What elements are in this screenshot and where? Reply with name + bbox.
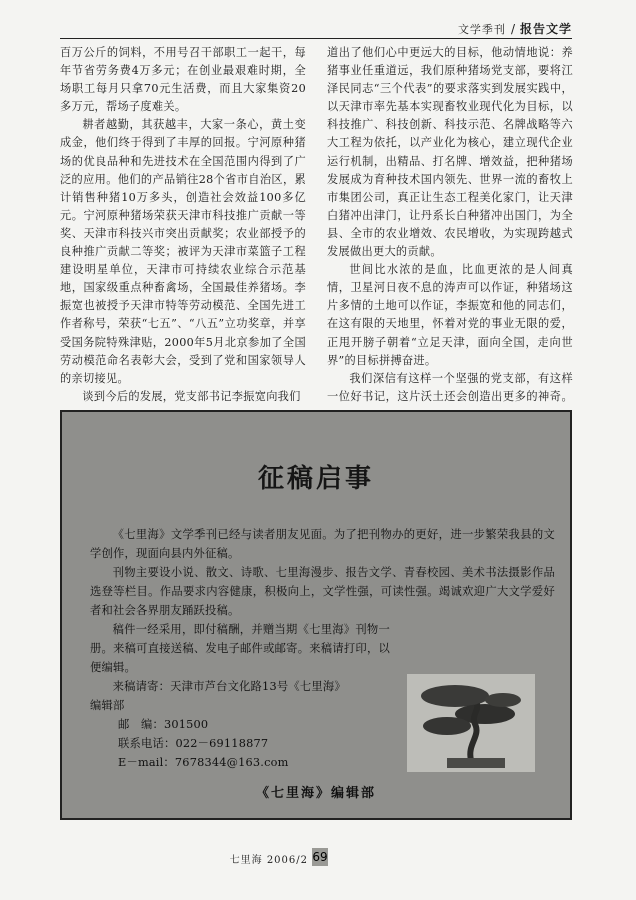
notice-signature: 《七里海》编辑部	[255, 786, 376, 801]
postcode-line: 邮 编：301500	[118, 718, 209, 731]
page-number: 69	[312, 850, 328, 864]
article-paragraph: 道出了他们心中更远大的目标，他动情地说：养猪事业任重道远，我们原种猪场党支部，要将江泽民同志“三个代表”的要求落实到发展实践中，以天津市率先基本实现畜牧业现代化为目标，以科技推广、科技创新、科技示范、名牌战略等六大工程为依托，以产业化为核心，建立现代企业运行机制，出精品、打名牌、增效益，把种猪场发展成为育种技术国内领先、世界一流的畜牧上市集团公司，真正让生态工程美化家门，让天津白猪冲出津门，让丹系长白种猪冲出国门，为全县、全市的农业增效、农民增收，为实现跨越式发展做出更大的贡献。	[327, 46, 573, 259]
bonsai-illustration	[407, 674, 535, 772]
header-rule	[60, 38, 572, 39]
section-left: 文学季刊	[457, 23, 506, 36]
notice-title: 征稿启事	[257, 464, 374, 494]
phone-line: 联系电话：022－69118877	[118, 737, 269, 750]
article-paragraph: 我们深信有这样一个坚强的党支部，有这样一位好书记，这片沃土还会创造出更多的神奇。	[327, 371, 573, 403]
notice-paragraph: 刊物主要设小说、散文、诗歌、七里海漫步、报告文学、青春校园、美术书法摄影作品选登等栏目。作品要求内容健康，积极向上，文学性强，可读性强。竭诚欢迎广大文学爱好者和社会各界朋友踊跃投稿。	[90, 566, 555, 617]
email-line: E－mail：7678344@163.com	[118, 756, 289, 769]
bonsai-photo	[407, 674, 535, 772]
address-continuation: 编辑部	[90, 699, 125, 712]
notice-paragraph: 稿件一经采用，即付稿酬，并赠当期《七里海》刊物一册。来稿可直接送稿、发电子邮件或邮寄。来稿请打印，以便编辑。	[90, 623, 390, 674]
journal-issue: 七里海 2006/2	[229, 855, 308, 866]
article-paragraph: 世间比水浓的是血，比血更浓的是人间真情，卫星河日夜不息的涛声可以作证，种猪场这片多情的土地可以作证，李振宽和他的同志们，在这有限的天地里，怀着对党的事业无限的爱，正甩开膀子朝着“立足天津，面向全国，走向世界”的目标拼搏奋进。	[327, 263, 573, 367]
header-separator: /	[510, 22, 515, 36]
article-paragraph: 百万公斤的饲料，不用号召干部职工一起干，每年节省劳务费4万多元；在创业最艰难时期，全场职工每月只拿70元生活费，而且大家集资20多万元，帮场子度难关。	[60, 46, 306, 114]
page-footer	[0, 848, 636, 868]
article-paragraph: 谈到今后的发展，党支部书记李振宽向我们	[82, 389, 301, 403]
article-paragraph: 耕者越勤，其获越丰，大家一条心，黄土变成金，他们终于得到了丰厚的回报。宁河原种猪场的优良品种和先进技术在全国范围内得到了广泛的应用。他们的产品销往28个省市自治区，累计销售种猪10万多头，创造社会效益100多亿元。宁河原种猪场荣获天津市科技推广贡献一等奖、天津市科技兴市突出贡献奖；农业部授予的良种推广贡献二等奖；被评为天津市菜篮子工程建设明星单位，天津市可持续农业综合示范基地，国家级重点种畜禽场，全国最佳养猪场。李振宽也被授予天津市特等劳动模范、全国先进工作者称号，荣获“七五”、“八五”立功奖章，并享受国务院特殊津贴，2000年5月北京参加了全国劳动模范命名表彰大会，受到了党和国家领导人的亲切接见。	[60, 118, 306, 385]
running-head	[458, 20, 572, 37]
section-right: 报告文学	[519, 22, 572, 36]
page-header	[60, 20, 572, 38]
call-for-submissions-box	[60, 410, 572, 820]
article-column-left	[60, 44, 306, 406]
address-line: 来稿请寄：天津市芦台文化路13号《七里海》	[112, 680, 346, 693]
notice-paragraph: 《七里海》文学季刊已经与读者朋友见面。为了把刊物办的更好，进一步繁荣我县的文学创作，现面向县内外征稿。	[90, 528, 555, 560]
article-column-right	[327, 44, 573, 424]
